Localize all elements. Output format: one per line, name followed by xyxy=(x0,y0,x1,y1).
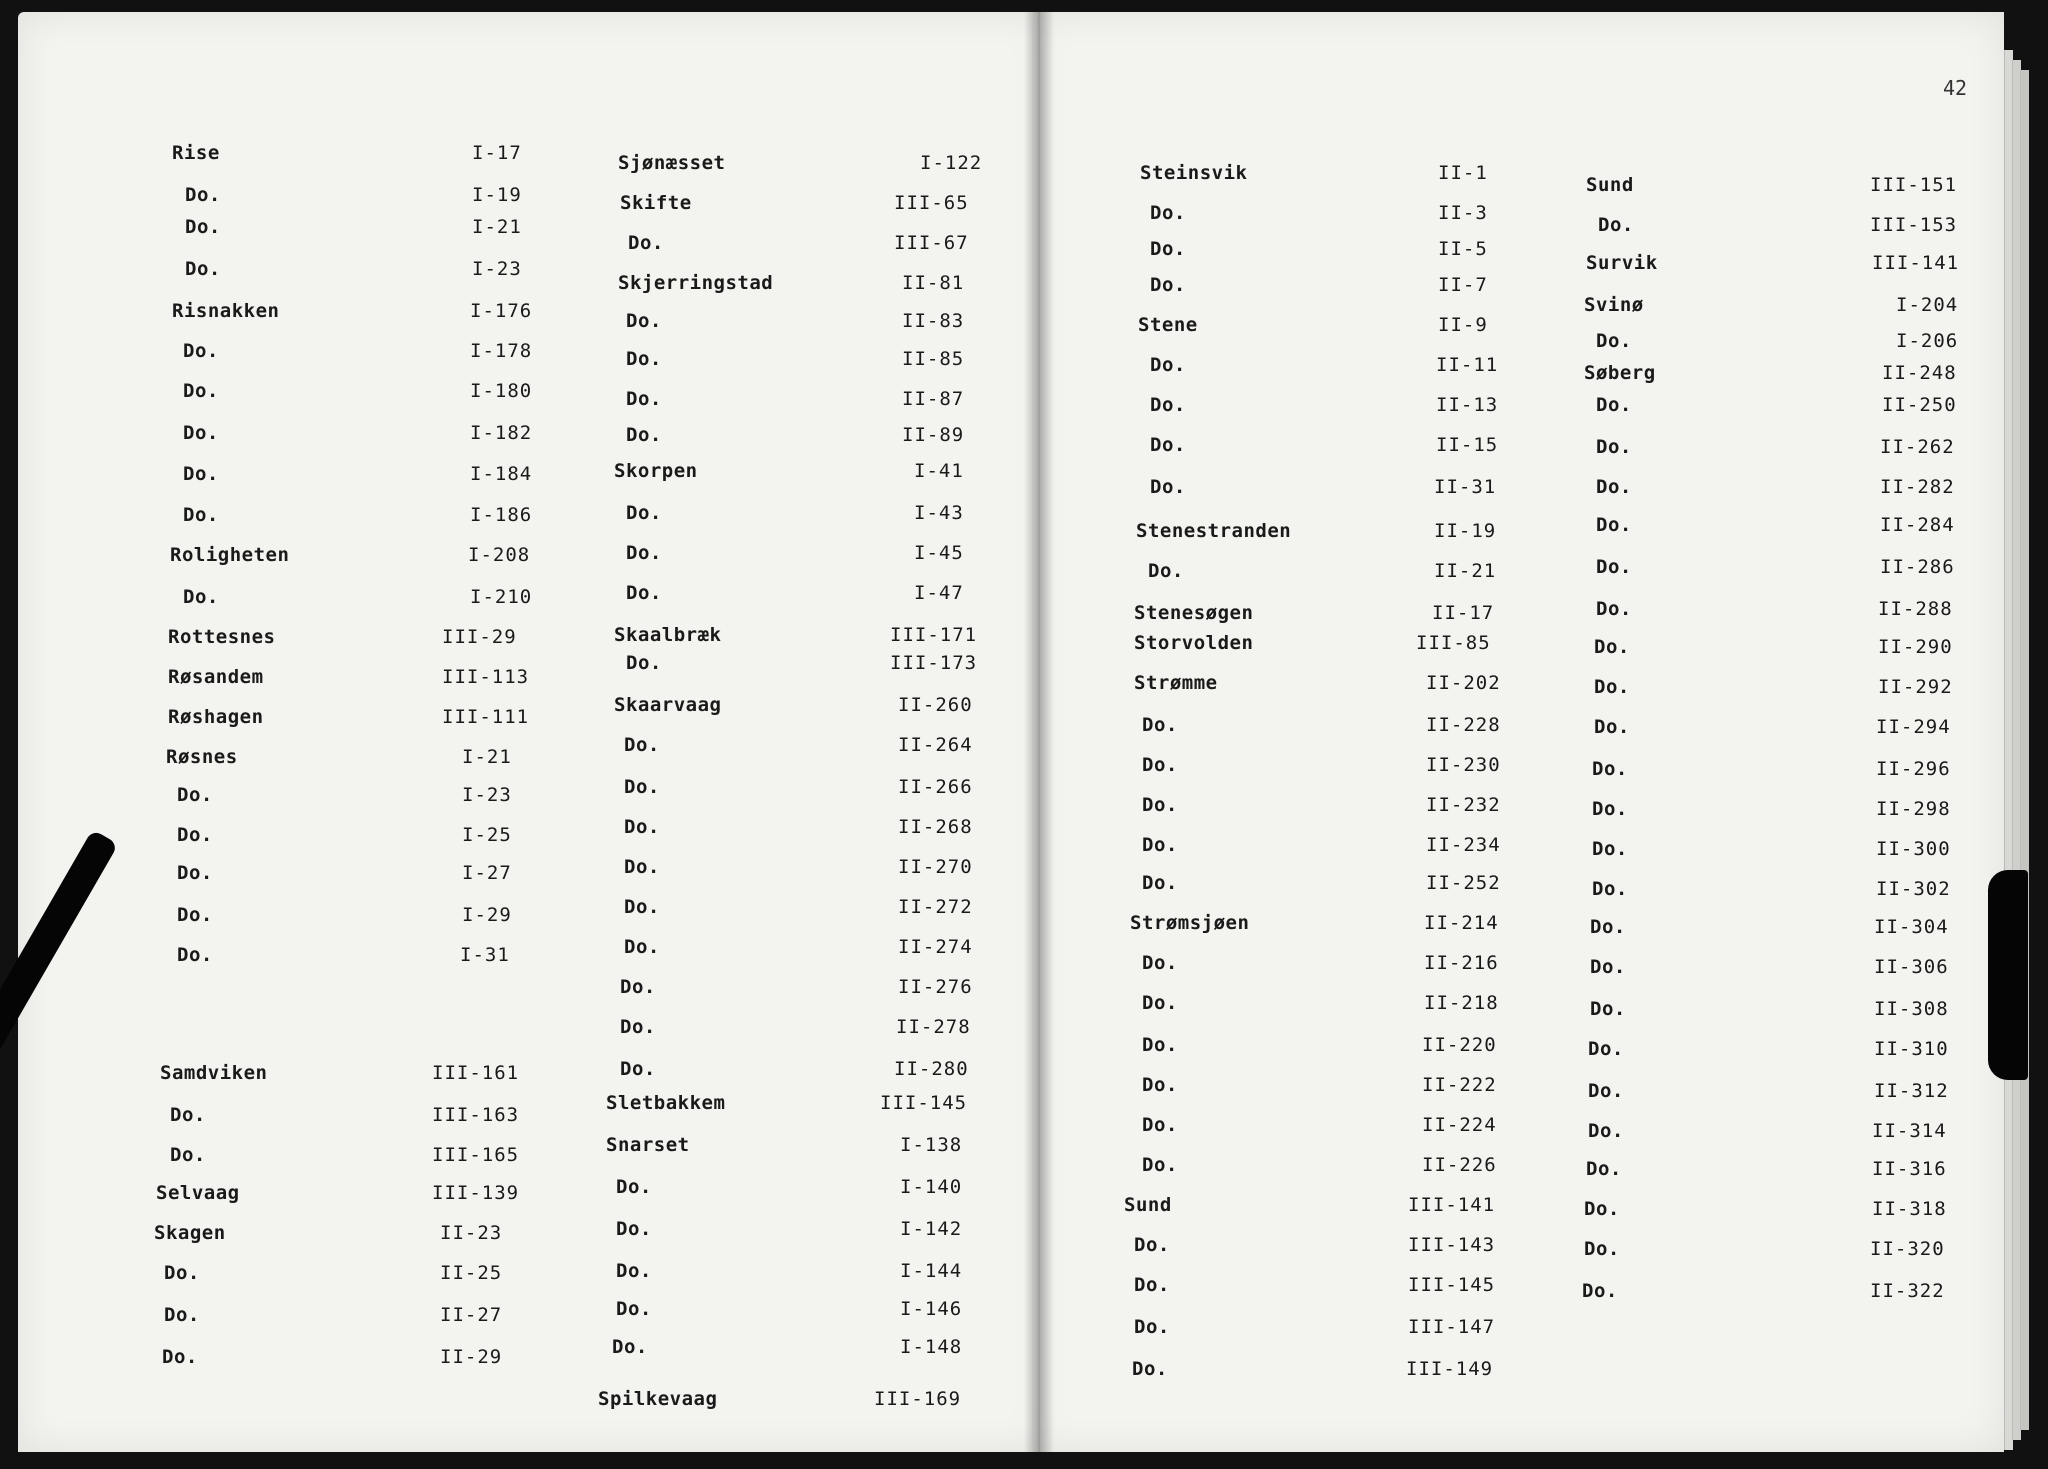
entry-reference-number: III-67 xyxy=(894,232,969,254)
entry-place-name: Do. xyxy=(177,862,213,884)
entry-reference-number: I-140 xyxy=(900,1176,963,1198)
entry-reference-number: I-21 xyxy=(462,746,512,768)
entry-place-name: Do. xyxy=(1596,514,1632,536)
entry-place-name: Do. xyxy=(1592,838,1628,860)
entry-place-name: Risnakken xyxy=(172,300,280,322)
entry-place-name: Do. xyxy=(1588,1038,1624,1060)
entry-place-name: Do. xyxy=(1594,676,1630,698)
entry-place-name: Do. xyxy=(1150,476,1186,498)
entry-reference-number: II-268 xyxy=(898,816,973,838)
entry-reference-number: II-17 xyxy=(1432,602,1495,624)
entry-reference-number: II-278 xyxy=(896,1016,971,1038)
entry-reference-number: II-266 xyxy=(898,776,973,798)
entry-reference-number: I-29 xyxy=(462,904,512,926)
book-gutter xyxy=(1024,12,1054,1452)
entry-place-name: Do. xyxy=(183,380,219,402)
entry-place-name: Do. xyxy=(1142,1114,1178,1136)
entry-place-name: Do. xyxy=(612,1336,648,1358)
entry-reference-number: II-260 xyxy=(898,694,973,716)
entry-place-name: Do. xyxy=(1596,598,1632,620)
entry-reference-number: II-308 xyxy=(1874,998,1949,1020)
entry-reference-number: II-3 xyxy=(1438,202,1488,224)
entry-reference-number: III-141 xyxy=(1408,1194,1496,1216)
page-edge xyxy=(2020,70,2029,1430)
entry-reference-number: II-89 xyxy=(902,424,965,446)
entry-reference-number: II-274 xyxy=(898,936,973,958)
entry-place-name: Sund xyxy=(1586,174,1634,196)
entry-reference-number: II-1 xyxy=(1438,162,1488,184)
entry-reference-number: III-145 xyxy=(880,1092,968,1114)
entry-reference-number: I-25 xyxy=(462,824,512,846)
entry-reference-number: I-204 xyxy=(1896,294,1959,316)
entry-place-name: Do. xyxy=(1596,394,1632,416)
entry-place-name: Do. xyxy=(1134,1274,1170,1296)
entry-place-name: Do. xyxy=(1596,330,1632,352)
entry-reference-number: III-29 xyxy=(442,626,517,648)
entry-reference-number: II-214 xyxy=(1424,912,1499,934)
entry-reference-number: III-171 xyxy=(890,624,978,646)
entry-reference-number: II-282 xyxy=(1880,476,1955,498)
entry-reference-number: II-322 xyxy=(1870,1280,1945,1302)
entry-place-name: Rottesnes xyxy=(168,626,276,648)
entry-reference-number: II-306 xyxy=(1874,956,1949,978)
entry-reference-number: II-284 xyxy=(1880,514,1955,536)
entry-reference-number: II-270 xyxy=(898,856,973,878)
entry-place-name: Sund xyxy=(1124,1194,1172,1216)
entry-reference-number: III-145 xyxy=(1408,1274,1496,1296)
entry-place-name: Do. xyxy=(1582,1280,1618,1302)
entry-reference-number: I-43 xyxy=(914,502,964,524)
entry-place-name: Do. xyxy=(624,936,660,958)
entry-place-name: Do. xyxy=(620,1016,656,1038)
entry-place-name: Do. xyxy=(1594,716,1630,738)
entry-reference-number: II-31 xyxy=(1434,476,1497,498)
entry-reference-number: III-65 xyxy=(894,192,969,214)
entry-place-name: Survik xyxy=(1586,252,1658,274)
entry-reference-number: II-262 xyxy=(1880,436,1955,458)
entry-place-name: Do. xyxy=(620,1058,656,1080)
entry-reference-number: II-294 xyxy=(1876,716,1951,738)
entry-place-name: Søberg xyxy=(1584,362,1656,384)
entry-reference-number: I-21 xyxy=(472,216,522,238)
binder-clip-right xyxy=(1988,870,2028,1080)
entry-place-name: Do. xyxy=(1590,916,1626,938)
entry-place-name: Do. xyxy=(185,184,221,206)
entry-place-name: Do. xyxy=(1150,394,1186,416)
entry-place-name: Do. xyxy=(626,310,662,332)
entry-place-name: Skifte xyxy=(620,192,692,214)
entry-place-name: Do. xyxy=(1596,436,1632,458)
entry-place-name: Snarset xyxy=(606,1134,690,1156)
entry-place-name: Do. xyxy=(1594,636,1630,658)
entry-reference-number: II-81 xyxy=(902,272,965,294)
entry-place-name: Do. xyxy=(170,1144,206,1166)
entry-reference-number: II-296 xyxy=(1876,758,1951,780)
entry-place-name: Svinø xyxy=(1584,294,1644,316)
entry-reference-number: III-113 xyxy=(442,666,530,688)
entry-place-name: Do. xyxy=(183,504,219,526)
entry-reference-number: III-149 xyxy=(1406,1358,1494,1380)
entry-reference-number: II-252 xyxy=(1426,872,1501,894)
entry-reference-number: II-216 xyxy=(1424,952,1499,974)
entry-reference-number: I-210 xyxy=(470,586,533,608)
entry-place-name: Skaalbræk xyxy=(614,624,722,646)
entry-place-name: Rise xyxy=(172,142,220,164)
entry-reference-number: I-208 xyxy=(468,544,531,566)
entry-reference-number: III-141 xyxy=(1872,252,1960,274)
entry-place-name: Samdviken xyxy=(160,1062,268,1084)
entry-place-name: Do. xyxy=(616,1176,652,1198)
entry-place-name: Do. xyxy=(170,1104,206,1126)
entry-reference-number: II-9 xyxy=(1438,314,1488,336)
entry-reference-number: II-280 xyxy=(894,1058,969,1080)
entry-reference-number: II-15 xyxy=(1436,434,1499,456)
entry-reference-number: II-248 xyxy=(1882,362,1957,384)
entry-place-name: Do. xyxy=(628,232,664,254)
entry-reference-number: III-169 xyxy=(874,1388,962,1410)
entry-reference-number: II-85 xyxy=(902,348,965,370)
entry-place-name: Do. xyxy=(1584,1198,1620,1220)
entry-reference-number: I-178 xyxy=(470,340,533,362)
entry-reference-number: I-186 xyxy=(470,504,533,526)
entry-place-name: Do. xyxy=(1134,1316,1170,1338)
entry-place-name: Do. xyxy=(1142,1074,1178,1096)
entry-place-name: Do. xyxy=(1150,434,1186,456)
entry-place-name: Do. xyxy=(1586,1158,1622,1180)
entry-place-name: Do. xyxy=(177,784,213,806)
entry-place-name: Do. xyxy=(1590,998,1626,1020)
entry-place-name: Roligheten xyxy=(170,544,290,566)
entry-place-name: Do. xyxy=(1592,798,1628,820)
entry-reference-number: I-206 xyxy=(1896,330,1959,352)
entry-place-name: Do. xyxy=(183,586,219,608)
entry-place-name: Do. xyxy=(626,424,662,446)
entry-place-name: Røshagen xyxy=(168,706,264,728)
entry-place-name: Do. xyxy=(1132,1358,1168,1380)
entry-place-name: Do. xyxy=(1142,992,1178,1014)
entry-reference-number: III-151 xyxy=(1870,174,1958,196)
entry-place-name: Do. xyxy=(626,582,662,604)
entry-place-name: Do. xyxy=(626,502,662,524)
entry-place-name: Do. xyxy=(1598,214,1634,236)
entry-place-name: Do. xyxy=(624,896,660,918)
entry-place-name: Stenesøgen xyxy=(1134,602,1254,624)
entry-place-name: Do. xyxy=(1588,1080,1624,1102)
entry-place-name: Do. xyxy=(1150,274,1186,296)
entry-reference-number: II-19 xyxy=(1434,520,1497,542)
entry-reference-number: III-153 xyxy=(1870,214,1958,236)
entry-reference-number: II-202 xyxy=(1426,672,1501,694)
entry-place-name: Do. xyxy=(1142,952,1178,974)
entry-reference-number: II-292 xyxy=(1878,676,1953,698)
entry-place-name: Do. xyxy=(1134,1234,1170,1256)
entry-place-name: Do. xyxy=(616,1260,652,1282)
entry-reference-number: II-250 xyxy=(1882,394,1957,416)
entry-reference-number: II-7 xyxy=(1438,274,1488,296)
page-number: 42 xyxy=(1943,76,1968,100)
entry-reference-number: II-232 xyxy=(1426,794,1501,816)
entry-place-name: Do. xyxy=(1142,834,1178,856)
entry-reference-number: III-165 xyxy=(432,1144,520,1166)
entry-reference-number: II-288 xyxy=(1878,598,1953,620)
entry-reference-number: II-286 xyxy=(1880,556,1955,578)
entry-reference-number: II-11 xyxy=(1436,354,1499,376)
entry-reference-number: I-45 xyxy=(914,542,964,564)
entry-reference-number: II-27 xyxy=(440,1304,503,1326)
entry-place-name: Røsandem xyxy=(168,666,264,688)
entry-place-name: Sjønæsset xyxy=(618,152,726,174)
entry-reference-number: III-173 xyxy=(890,652,978,674)
entry-place-name: Do. xyxy=(177,824,213,846)
entry-reference-number: II-314 xyxy=(1872,1120,1947,1142)
entry-reference-number: II-300 xyxy=(1876,838,1951,860)
entry-place-name: Strømme xyxy=(1134,672,1218,694)
entry-reference-number: II-310 xyxy=(1874,1038,1949,1060)
entry-place-name: Do. xyxy=(1142,1034,1178,1056)
entry-reference-number: III-143 xyxy=(1408,1234,1496,1256)
entry-place-name: Do. xyxy=(1150,354,1186,376)
entry-place-name: Do. xyxy=(1588,1120,1624,1142)
entry-place-name: Do. xyxy=(1148,560,1184,582)
entry-reference-number: II-290 xyxy=(1878,636,1953,658)
entry-reference-number: I-176 xyxy=(470,300,533,322)
entry-place-name: Do. xyxy=(162,1346,198,1368)
entry-place-name: Do. xyxy=(1142,754,1178,776)
entry-place-name: Stene xyxy=(1138,314,1198,336)
entry-place-name: Do. xyxy=(1150,202,1186,224)
entry-reference-number: III-147 xyxy=(1408,1316,1496,1338)
entry-place-name: Spilkevaag xyxy=(598,1388,718,1410)
entry-place-name: Do. xyxy=(1596,476,1632,498)
entry-reference-number: II-228 xyxy=(1426,714,1501,736)
entry-place-name: Skorpen xyxy=(614,460,698,482)
entry-place-name: Do. xyxy=(616,1298,652,1320)
entry-place-name: Do. xyxy=(624,776,660,798)
entry-place-name: Do. xyxy=(1584,1238,1620,1260)
entry-place-name: Do. xyxy=(626,652,662,674)
entry-place-name: Skagen xyxy=(154,1222,226,1244)
entry-reference-number: II-302 xyxy=(1876,878,1951,900)
entry-reference-number: II-272 xyxy=(898,896,973,918)
entry-reference-number: II-220 xyxy=(1422,1034,1497,1056)
entry-reference-number: II-316 xyxy=(1872,1158,1947,1180)
entry-place-name: Skjerringstad xyxy=(618,272,774,294)
entry-reference-number: II-230 xyxy=(1426,754,1501,776)
entry-reference-number: II-23 xyxy=(440,1222,503,1244)
entry-reference-number: I-23 xyxy=(472,258,522,280)
entry-place-name: Do. xyxy=(1142,1154,1178,1176)
entry-place-name: Do. xyxy=(183,422,219,444)
entry-reference-number: I-146 xyxy=(900,1298,963,1320)
entry-place-name: Do. xyxy=(624,816,660,838)
entry-reference-number: II-29 xyxy=(440,1346,503,1368)
entry-reference-number: I-41 xyxy=(914,460,964,482)
entry-reference-number: II-21 xyxy=(1434,560,1497,582)
entry-reference-number: I-23 xyxy=(462,784,512,806)
entry-place-name: Do. xyxy=(183,340,219,362)
entry-place-name: Do. xyxy=(185,216,221,238)
entry-reference-number: I-47 xyxy=(914,582,964,604)
entry-place-name: Strømsjøen xyxy=(1130,912,1250,934)
entry-place-name: Steinsvik xyxy=(1140,162,1248,184)
entry-reference-number: II-312 xyxy=(1874,1080,1949,1102)
entry-place-name: Do. xyxy=(1142,714,1178,736)
entry-place-name: Do. xyxy=(164,1304,200,1326)
entry-reference-number: III-111 xyxy=(442,706,530,728)
entry-reference-number: II-226 xyxy=(1422,1154,1497,1176)
entry-reference-number: III-85 xyxy=(1416,632,1491,654)
entry-place-name: Do. xyxy=(185,258,221,280)
entry-reference-number: I-31 xyxy=(460,944,510,966)
entry-reference-number: II-318 xyxy=(1872,1198,1947,1220)
entry-reference-number: II-5 xyxy=(1438,238,1488,260)
entry-place-name: Do. xyxy=(626,348,662,370)
entry-reference-number: I-138 xyxy=(900,1134,963,1156)
entry-reference-number: I-144 xyxy=(900,1260,963,1282)
entry-reference-number: II-87 xyxy=(902,388,965,410)
entry-place-name: Do. xyxy=(1150,238,1186,260)
entry-reference-number: I-19 xyxy=(472,184,522,206)
entry-place-name: Do. xyxy=(616,1218,652,1240)
entry-reference-number: II-13 xyxy=(1436,394,1499,416)
entry-place-name: Do. xyxy=(177,944,213,966)
entry-place-name: Do. xyxy=(1142,872,1178,894)
entry-place-name: Do. xyxy=(183,463,219,485)
entry-reference-number: II-276 xyxy=(898,976,973,998)
entry-reference-number: I-182 xyxy=(470,422,533,444)
entry-place-name: Do. xyxy=(1590,956,1626,978)
entry-place-name: Do. xyxy=(1592,878,1628,900)
entry-place-name: Do. xyxy=(626,388,662,410)
entry-reference-number: I-122 xyxy=(920,152,983,174)
entry-place-name: Do. xyxy=(1592,758,1628,780)
entry-reference-number: II-218 xyxy=(1424,992,1499,1014)
entry-place-name: Do. xyxy=(626,542,662,564)
entry-place-name: Do. xyxy=(624,734,660,756)
entry-reference-number: II-304 xyxy=(1874,916,1949,938)
entry-reference-number: III-161 xyxy=(432,1062,520,1084)
entry-reference-number: II-25 xyxy=(440,1262,503,1284)
entry-place-name: Selvaag xyxy=(156,1182,240,1204)
entry-place-name: Do. xyxy=(164,1262,200,1284)
entry-place-name: Do. xyxy=(624,856,660,878)
entry-reference-number: II-320 xyxy=(1870,1238,1945,1260)
entry-place-name: Stenestranden xyxy=(1136,520,1292,542)
entry-place-name: Do. xyxy=(1142,794,1178,816)
entry-reference-number: I-180 xyxy=(470,380,533,402)
entry-reference-number: II-264 xyxy=(898,734,973,756)
entry-reference-number: II-222 xyxy=(1422,1074,1497,1096)
entry-reference-number: III-163 xyxy=(432,1104,520,1126)
entry-reference-number: I-148 xyxy=(900,1336,963,1358)
entry-place-name: Storvolden xyxy=(1134,632,1254,654)
entry-reference-number: II-298 xyxy=(1876,798,1951,820)
entry-place-name: Do. xyxy=(177,904,213,926)
entry-reference-number: II-234 xyxy=(1426,834,1501,856)
entry-reference-number: I-27 xyxy=(462,862,512,884)
entry-reference-number: III-139 xyxy=(432,1182,520,1204)
entry-reference-number: I-184 xyxy=(470,463,533,485)
entry-place-name: Skaarvaag xyxy=(614,694,722,716)
entry-place-name: Sletbakkem xyxy=(606,1092,726,1114)
entry-reference-number: I-142 xyxy=(900,1218,963,1240)
entry-reference-number: I-17 xyxy=(472,142,522,164)
entry-place-name: Do. xyxy=(1596,556,1632,578)
entry-place-name: Røsnes xyxy=(166,746,238,768)
entry-reference-number: II-83 xyxy=(902,310,965,332)
entry-place-name: Do. xyxy=(620,976,656,998)
entry-reference-number: II-224 xyxy=(1422,1114,1497,1136)
